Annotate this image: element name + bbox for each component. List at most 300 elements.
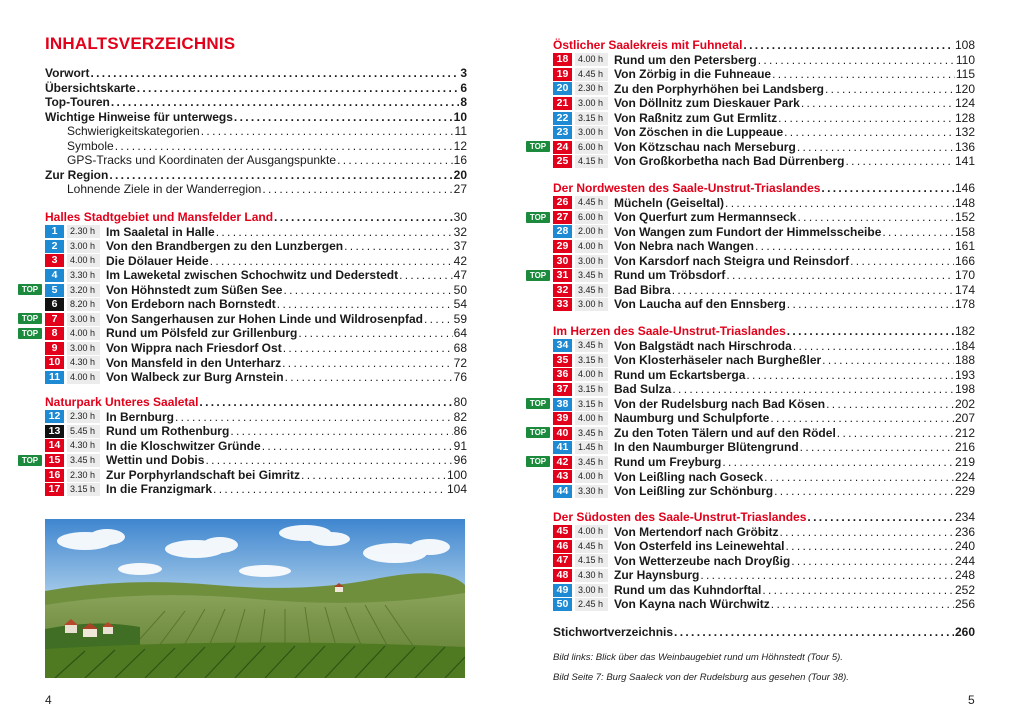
tour-entry	[45, 268, 467, 283]
page-ref: 188	[954, 353, 975, 368]
tour-name: Von Karsdorf nach Steigra und Reinsdorf	[614, 253, 850, 268]
toc-entry	[45, 81, 467, 96]
tour-entry	[553, 525, 975, 540]
leader-dots	[758, 53, 955, 68]
page-ref: 32	[453, 224, 467, 239]
page-ref: 198	[954, 382, 975, 397]
tour-entry	[553, 411, 975, 426]
leader-dots	[797, 210, 953, 225]
tour-duration: 4.00 h	[575, 240, 608, 253]
tour-duration: 3.00 h	[67, 342, 100, 355]
tour-number: 50	[553, 598, 572, 611]
tour-number: 18	[553, 53, 572, 66]
page-ref: 202	[954, 396, 975, 411]
tour-number: 17	[45, 483, 64, 496]
leader-dots	[787, 297, 954, 312]
page-ref: 158	[954, 224, 975, 239]
tour-name: Wettin und Dobis	[106, 453, 205, 468]
tour-name: Rund um Rothenburg	[106, 424, 230, 439]
tour-name: Von Laucha auf den Ennsberg	[614, 297, 786, 312]
leader-dots	[779, 525, 954, 540]
tour-entry	[553, 297, 975, 312]
page-ref: 37	[453, 239, 467, 254]
tour-name: Von Raßnitz zum Gut Ermlitz	[614, 110, 778, 125]
tour-duration: 4.00 h	[575, 525, 608, 538]
tour-number: 10	[45, 356, 64, 369]
tour-duration: 3.00 h	[67, 240, 100, 253]
tour-duration: 6.00 h	[575, 211, 608, 224]
leader-dots	[274, 210, 453, 225]
tour-duration: 4.15 h	[575, 554, 608, 567]
page-ref: 236	[954, 524, 975, 539]
page-ref: 72	[453, 355, 467, 370]
tour-duration: 3.00 h	[575, 126, 608, 139]
leader-dots	[784, 125, 954, 140]
page-ref: 16	[453, 153, 467, 168]
tour-duration: 3.45 h	[575, 269, 608, 282]
tour-name: Von Kayna nach Würchwitz	[614, 597, 770, 612]
toc-entry	[45, 168, 467, 183]
tour-number: 4	[45, 269, 64, 282]
page-ref: 86	[453, 424, 467, 439]
page-ref: 161	[954, 239, 975, 254]
tour-number: 33	[553, 298, 572, 311]
tour-number: 14	[45, 439, 64, 452]
tour-number: 24	[553, 141, 572, 154]
tour-entry	[553, 353, 975, 368]
tour-number: 15	[45, 454, 64, 467]
tour-name: Die Dölauer Heide	[106, 253, 209, 268]
page-ref: 193	[954, 367, 975, 382]
leader-dots	[822, 353, 954, 368]
leader-dots	[785, 539, 953, 554]
page-ref: 229	[954, 484, 975, 499]
tour-name: Bad Sulza	[614, 382, 672, 397]
page-ref: 252	[954, 582, 975, 597]
tour-name: Im Laweketal zwischen Schochwitz und Dederstedt	[106, 268, 399, 283]
top-tour-badge: TOP	[526, 456, 550, 467]
tour-duration: 3.45 h	[575, 456, 608, 469]
section-heading	[553, 510, 975, 525]
leader-dots	[672, 283, 954, 298]
tour-name: Von Mansfeld in den Unterharz	[106, 355, 282, 370]
leader-dots	[774, 484, 954, 499]
tour-duration: 3.15 h	[575, 398, 608, 411]
tour-name: Von Mertendorf nach Gröbitz	[614, 524, 779, 539]
tour-number: 23	[553, 126, 572, 139]
index-entry	[553, 625, 975, 640]
tour-entry	[45, 370, 467, 385]
page-ref: 30	[453, 210, 467, 224]
tour-name: In die Franzigmark	[106, 482, 213, 497]
section-heading	[45, 210, 467, 225]
tour-number: 21	[553, 97, 572, 110]
tour-entry	[553, 382, 975, 397]
page-ref: 170	[954, 268, 975, 283]
tour-entry	[45, 482, 467, 497]
leader-dots	[674, 625, 954, 640]
page-ref: 207	[954, 411, 975, 426]
entry-label: Symbole	[67, 138, 114, 153]
page-ref: 174	[954, 282, 975, 297]
toc-entry	[45, 124, 467, 139]
tour-name: Rund um das Kuhndorftal	[614, 582, 762, 597]
tour-name: Naumburg und Schulpforte	[614, 411, 770, 426]
tour-name: Von Großkorbetha nach Bad Dürrenberg	[614, 154, 845, 169]
tour-duration: 3.00 h	[575, 97, 608, 110]
top-tour-badge: TOP	[18, 284, 42, 295]
tour-number: 41	[553, 441, 572, 454]
leader-dots	[230, 424, 452, 439]
tour-duration: 3.00 h	[67, 313, 100, 326]
tour-name: Von Zörbig in die Fuhneaue	[614, 67, 772, 82]
tour-name: Im Saaletal in Halle	[106, 224, 215, 239]
tour-duration: 3.00 h	[575, 255, 608, 268]
tour-duration: 3.15 h	[575, 112, 608, 125]
tour-entry	[21, 326, 467, 341]
tour-entry	[21, 453, 467, 468]
tour-number: 46	[553, 540, 572, 553]
tour-duration: 4.15 h	[575, 155, 608, 168]
page-ref: 59	[453, 311, 467, 326]
tour-duration: 3.30 h	[67, 269, 100, 282]
leader-dots	[115, 139, 453, 154]
tour-name: Rund um den Petersberg	[614, 52, 757, 67]
page-ref: 240	[954, 539, 975, 554]
page-number-right: 5	[968, 693, 975, 707]
page-ref: 219	[954, 454, 975, 469]
tour-name: Rund um Eckartsberga	[614, 367, 746, 382]
tour-name: Von Osterfeld ins Leinewehtal	[614, 539, 785, 554]
tour-duration: 3.30 h	[575, 485, 608, 498]
tour-name: Zur Porphyrlandschaft bei Gimritz	[106, 467, 301, 482]
entry-label: Schwierigkeitskategorien	[67, 124, 200, 139]
tour-name: Von Wetterzeube nach Droyßig	[614, 553, 791, 568]
tour-name: Von Leißling zur Schönburg	[614, 484, 774, 499]
page-ref: 108	[954, 38, 975, 52]
tour-number: 11	[45, 371, 64, 384]
top-tour-badge: TOP	[526, 270, 550, 281]
tour-entry	[553, 225, 975, 240]
tour-duration: 2.30 h	[67, 225, 100, 238]
toc-entry	[45, 153, 467, 168]
leader-dots	[285, 370, 453, 385]
page-ref: 148	[954, 195, 975, 210]
page-ref: 136	[954, 139, 975, 154]
toc-entry	[45, 95, 467, 110]
page-ref: 64	[453, 326, 467, 341]
leader-dots	[791, 554, 954, 569]
tour-duration: 3.15 h	[67, 483, 100, 496]
tour-duration: 3.15 h	[575, 354, 608, 367]
tour-duration: 3.45 h	[67, 454, 100, 467]
page-ref: 6	[460, 80, 467, 95]
leader-dots	[821, 181, 954, 196]
top-tour-badge: TOP	[526, 398, 550, 409]
tour-name: Rund um Pölsfeld zur Grillenburg	[106, 326, 298, 341]
entry-label: Stichwortverzeichnis	[553, 625, 674, 639]
tour-name: Von Erdeborn nach Bornstedt	[106, 297, 276, 312]
tour-name: Von Zöschen in die Luppeaue	[614, 125, 784, 140]
tour-number: 27	[553, 211, 572, 224]
tour-duration: 4.00 h	[67, 371, 100, 384]
tour-name: Von Walbeck zur Burg Arnstein	[106, 370, 284, 385]
page-ref: 20	[453, 167, 467, 182]
tour-entry	[45, 424, 467, 439]
toc-entry	[45, 66, 467, 81]
tour-duration: 8.20 h	[67, 298, 100, 311]
tour-number: 8	[45, 327, 64, 340]
tour-number: 49	[553, 584, 572, 597]
leader-dots	[882, 225, 954, 240]
tour-duration: 4.45 h	[575, 540, 608, 553]
tour-number: 30	[553, 255, 572, 268]
tour-duration: 3.45 h	[575, 284, 608, 297]
entry-label: Im Herzen des Saale-Unstrut-Triaslandes	[553, 324, 786, 338]
entry-label: Naturpark Unteres Saaletal	[45, 395, 199, 409]
leader-dots	[807, 510, 954, 525]
leader-dots	[399, 268, 453, 283]
tour-name: Von Balgstädt nach Hirschroda	[614, 338, 792, 353]
tour-entry	[553, 470, 975, 485]
page-ref: 120	[954, 81, 975, 96]
page-ref: 216	[954, 440, 975, 455]
tour-duration: 2.30 h	[67, 469, 100, 482]
tour-number: 19	[553, 68, 572, 81]
toc-entry	[45, 139, 467, 154]
leader-dots	[825, 82, 954, 97]
tour-entry	[553, 111, 975, 126]
entry-label: Top-Touren	[45, 95, 110, 110]
leader-dots	[800, 440, 954, 455]
tour-entry	[553, 154, 975, 169]
tour-entry	[553, 583, 975, 598]
tour-name: In Bernburg	[106, 409, 174, 424]
tour-name: Bad Bibra	[614, 282, 671, 297]
tour-number: 22	[553, 112, 572, 125]
page-ref: 132	[954, 125, 975, 140]
tour-number: 6	[45, 298, 64, 311]
tour-entry	[529, 139, 975, 155]
top-tour-badge: TOP	[526, 212, 550, 223]
leader-dots	[282, 356, 453, 371]
page-ref: 184	[954, 338, 975, 353]
leader-dots	[424, 312, 453, 327]
page-ref: 3	[460, 66, 467, 80]
tour-duration: 2.00 h	[575, 225, 608, 238]
tour-number: 36	[553, 368, 572, 381]
page-ref: 166	[954, 253, 975, 268]
page-number-left: 4	[45, 693, 52, 707]
tour-name: Zu den Porphyrhöhen bei Landsberg	[614, 81, 825, 96]
leader-dots	[90, 66, 459, 81]
tour-entry	[45, 225, 467, 240]
tour-duration: 6.00 h	[575, 141, 608, 154]
page-ref: 115	[955, 67, 975, 82]
page-ref: 8	[460, 95, 467, 110]
page-ref: 91	[453, 438, 467, 453]
tour-entry	[529, 268, 975, 283]
tour-number: 48	[553, 569, 572, 582]
page-ref: 100	[446, 467, 467, 482]
tour-number: 32	[553, 284, 572, 297]
leader-dots	[283, 341, 453, 356]
leader-dots	[262, 182, 452, 197]
entry-label: Vorwort	[45, 66, 90, 80]
leader-dots	[205, 453, 452, 468]
tour-entry	[553, 539, 975, 554]
leader-dots	[725, 196, 954, 211]
page-ref: 68	[453, 340, 467, 355]
leader-dots	[746, 368, 954, 383]
leader-dots	[778, 111, 954, 126]
tour-number: 9	[45, 342, 64, 355]
tour-entry	[553, 125, 975, 140]
page-ref: 12	[453, 138, 467, 153]
tour-duration: 4.00 h	[575, 368, 608, 381]
tour-duration: 4.00 h	[575, 470, 608, 483]
leader-dots	[337, 153, 453, 168]
section-heading	[553, 181, 975, 196]
tour-name: In den Naumburger Blütengrund	[614, 440, 799, 455]
tour-entry	[553, 554, 975, 569]
tour-entry	[529, 454, 975, 470]
tour-duration: 4.45 h	[575, 196, 608, 209]
page-ref: 76	[453, 370, 467, 385]
entry-label: Östlicher Saalekreis mit Fuhnetal	[553, 38, 743, 52]
toc-entry	[45, 182, 467, 197]
tour-entry	[529, 425, 975, 441]
page-ref: 152	[954, 210, 975, 225]
tour-number: 13	[45, 425, 64, 438]
tour-duration: 4.30 h	[67, 356, 100, 369]
leader-dots	[755, 239, 954, 254]
tour-number: 7	[45, 313, 64, 326]
tour-name: Von Kötzschau nach Merseburg	[614, 139, 796, 154]
leader-dots	[210, 254, 453, 269]
leader-dots	[770, 411, 954, 426]
leader-dots	[793, 339, 954, 354]
tour-entry	[45, 239, 467, 254]
leader-dots	[199, 395, 452, 410]
image-caption: Bild Seite 7: Burg Saaleck von der Rudelsburg aus gesehen (Tour 38).	[553, 672, 849, 683]
leader-dots	[762, 583, 954, 598]
tour-number: 5	[45, 284, 64, 297]
leader-dots	[262, 439, 453, 454]
entry-label: Der Südosten des Saale-Unstrut-Triaslandes	[553, 510, 807, 524]
entry-label: Lohnende Ziele in der Wanderregion	[67, 182, 262, 197]
image-caption: Bild links: Blick über das Weinbaugebiet rund um Höhnstedt (Tour 5).	[553, 652, 843, 663]
tour-number: 38	[553, 398, 572, 411]
tour-number: 16	[45, 469, 64, 482]
page-ref: 80	[453, 395, 467, 409]
tour-number: 34	[553, 339, 572, 352]
tour-duration: 3.45 h	[575, 339, 608, 352]
page-ref: 27	[453, 182, 467, 197]
leader-dots	[277, 297, 453, 312]
tour-number: 28	[553, 225, 572, 238]
tour-number: 44	[553, 485, 572, 498]
tour-name: Von Döllnitz zum Dieskauer Park	[614, 96, 800, 111]
tour-entry	[553, 82, 975, 97]
leader-dots	[797, 140, 954, 155]
tour-duration: 4.30 h	[67, 439, 100, 452]
tour-entry	[553, 368, 975, 383]
tour-name: Rund um Freyburg	[614, 454, 722, 469]
page-ref: 178	[954, 297, 975, 312]
top-tour-badge: TOP	[18, 328, 42, 339]
tour-number: 1	[45, 225, 64, 238]
leader-dots	[700, 568, 954, 583]
top-tour-badge: TOP	[18, 455, 42, 466]
tour-entry	[45, 254, 467, 269]
tour-entry	[553, 196, 975, 211]
tour-entry	[553, 254, 975, 269]
tour-number: 2	[45, 240, 64, 253]
entry-label: GPS-Tracks und Koordinaten der Ausgangspunkte	[67, 153, 337, 168]
tour-entry	[21, 282, 467, 298]
tour-number: 3	[45, 254, 64, 267]
page-ref: 256	[954, 597, 975, 612]
page-ref: 128	[954, 110, 975, 125]
tour-entry	[553, 440, 975, 455]
section-heading	[45, 395, 467, 410]
tour-number: 26	[553, 196, 572, 209]
leader-dots	[344, 239, 453, 254]
tour-number: 45	[553, 525, 572, 538]
leader-dots	[672, 382, 954, 397]
tour-duration: 2.45 h	[575, 598, 608, 611]
section-heading	[553, 324, 975, 339]
tour-number: 12	[45, 410, 64, 423]
leader-dots	[722, 455, 954, 470]
leader-dots	[787, 324, 954, 339]
tour-entry	[529, 396, 975, 412]
page-ref: 110	[955, 52, 975, 67]
tour-duration: 4.30 h	[575, 569, 608, 582]
tour-name: Von der Rudelsburg nach Bad Kösen	[614, 396, 826, 411]
leader-dots	[216, 225, 453, 240]
tour-entry	[21, 311, 467, 327]
page-ref: 248	[954, 568, 975, 583]
tour-name: Von Nebra nach Wangen	[614, 239, 755, 254]
page-ref: 244	[954, 553, 975, 568]
tour-number: 42	[553, 456, 572, 469]
page-ref: 146	[954, 181, 975, 195]
tour-duration: 2.30 h	[575, 82, 608, 95]
vineyard-photo	[45, 519, 465, 678]
leader-dots	[772, 67, 955, 82]
leader-dots	[283, 283, 452, 298]
entry-label: Zur Region	[45, 167, 109, 182]
leader-dots	[726, 268, 954, 283]
tour-name: In die Kloschwitzer Gründe	[106, 438, 261, 453]
page-ref: 182	[954, 324, 975, 338]
top-tour-badge: TOP	[526, 141, 550, 152]
page-ref: 54	[453, 297, 467, 312]
page-ref: 11	[454, 124, 467, 139]
tour-entry	[529, 210, 975, 225]
tour-number: 31	[553, 269, 572, 282]
tour-duration: 3.45 h	[575, 427, 608, 440]
leader-dots	[213, 482, 446, 497]
tour-entry	[553, 597, 975, 612]
page-ref: 260	[954, 625, 975, 639]
tour-name: Von Wangen zum Fundort der Himmelsscheibe	[614, 224, 882, 239]
tour-number: 37	[553, 383, 572, 396]
entry-label: Übersichtskarte	[45, 80, 136, 95]
entry-label: Wichtige Hinweise für unterwegs	[45, 109, 233, 124]
